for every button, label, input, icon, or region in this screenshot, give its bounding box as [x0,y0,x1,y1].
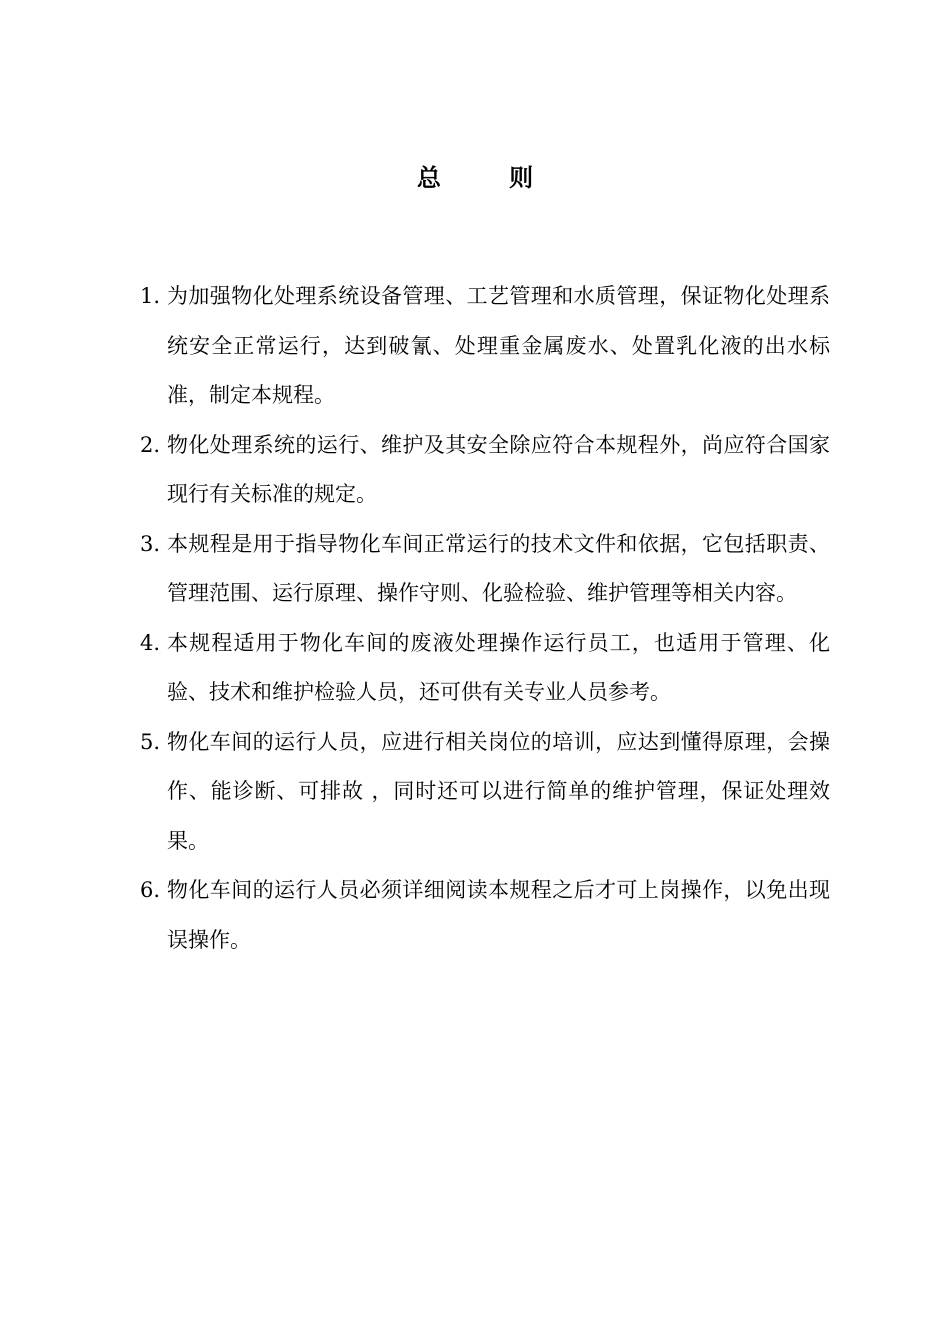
list-item [140,619,830,718]
item-number: 3. [140,531,161,556]
item-number: 5. [140,729,161,754]
list-item [140,520,830,619]
item-text: 本规程适用于物化车间的废液处理操作运行员工，也适用于管理、化验、技术和维护检验人员，还可供有关专业人员参考。 [167,630,830,704]
rules-list [140,272,830,965]
item-text: 为加强物化处理系统设备管理、工艺管理和水质管理，保证物化处理系统安全正常运行，达到破氰、处理重金属废水、处置乳化液的出水标准，制定本规程。 [167,284,830,407]
page-title: 总 则 [416,163,564,192]
list-item [140,421,830,520]
list-item [140,272,830,421]
item-number: 2. [140,432,161,457]
item-text: 物化车间的运行人员必须详细阅读本规程之后才可上岗操作，以免出现误操作。 [167,878,830,952]
item-number: 6. [140,878,161,902]
item-number: 4. [140,630,161,655]
list-item [140,866,830,965]
item-text: 本规程是用于指导物化车间正常运行的技术文件和依据，它包括职责、管理范围、运行原理、操作守则、化验检验、维护管理等相关内容。 [167,531,830,605]
list-item [140,718,830,867]
item-text: 物化处理系统的运行、维护及其安全除应符合本规程外，尚应符合国家现行有关标准的规定。 [167,432,830,506]
item-text: 物化车间的运行人员，应进行相关岗位的培训，应达到懂得原理，会操作、能诊断、可排故 ，同时还可以进行简单的维护管理，保证处理效果。 [167,729,830,853]
item-number: 1. [140,284,161,308]
